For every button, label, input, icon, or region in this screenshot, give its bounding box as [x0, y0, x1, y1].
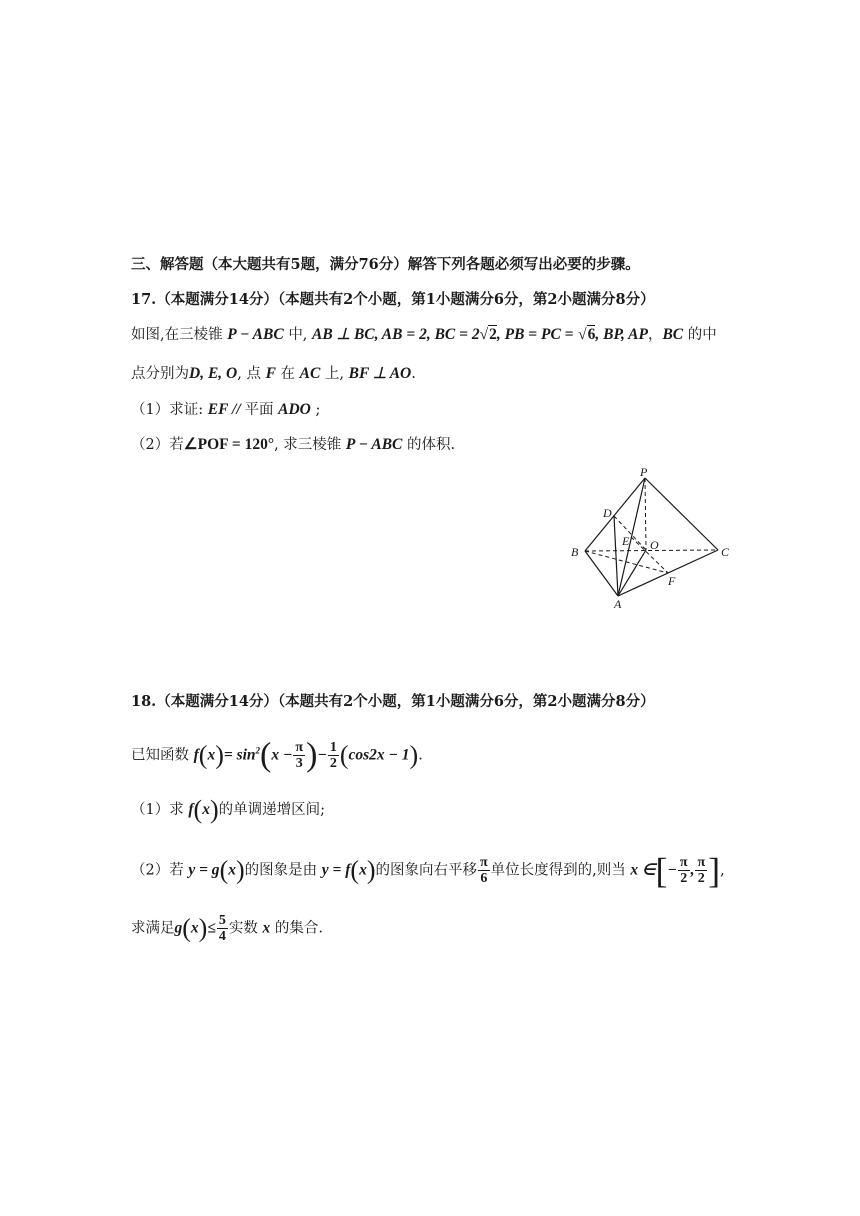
segment-da — [614, 516, 618, 596]
q18-text: 已知函数 — [131, 747, 189, 764]
q18-math: ≤ — [207, 919, 216, 937]
q17-math: , BP, AP — [595, 326, 648, 343]
q18-math: x ∈ — [630, 861, 656, 879]
q17-math: ∠POF = 120° — [183, 436, 275, 453]
paren: ( — [219, 855, 229, 885]
paren: ) — [306, 736, 318, 774]
q17-math: , PB = PC = — [496, 326, 574, 343]
q18-text: 单位长度得到的,则当 — [490, 862, 626, 879]
q18-math: y = g — [188, 861, 220, 879]
q17-text: , 点 — [237, 366, 261, 382]
q18-text: （1）求 — [131, 802, 184, 818]
q18-text: , — [720, 862, 725, 879]
q17-text: 中, — [288, 327, 308, 343]
segment-bf-hidden — [585, 551, 668, 573]
label-f: F — [668, 574, 676, 588]
q18-math: x — [207, 746, 216, 764]
paren: ) — [409, 740, 419, 770]
fraction-5-4: $\frac{5}{4}$ — [218, 913, 226, 944]
q18-math: y = f — [321, 861, 351, 879]
q18-math: x — [228, 861, 236, 879]
q18-math: − — [317, 746, 327, 764]
q18-text: （2）若 — [131, 862, 184, 879]
sqrt-symbol: √2 — [479, 326, 497, 343]
label-o: O — [650, 538, 659, 552]
q17-math: P − ABC — [227, 326, 284, 343]
q18-math: = sin — [223, 746, 256, 764]
label-e: E — [622, 534, 630, 548]
q18-text: 的图象是由 — [244, 862, 318, 879]
q18-math: x — [359, 861, 367, 879]
edge-ba — [585, 551, 618, 596]
q17-text: . — [411, 366, 416, 382]
fraction-pi-2: $\frac{\pi}{2}$ — [697, 855, 706, 886]
q17-stem-line1 — [131, 325, 717, 345]
q18-part2-line2 — [131, 913, 323, 944]
q18-text: 的单调递增区间; — [218, 802, 325, 818]
q17-text: （1）求证: — [131, 402, 204, 418]
paren: ) — [209, 795, 219, 824]
label-c: C — [721, 545, 730, 559]
paren: ( — [193, 795, 203, 824]
q18-math: f — [193, 746, 199, 764]
q17-text: 点分别为 — [131, 366, 189, 382]
q17-text: 的体积. — [407, 437, 456, 453]
label-p: P — [640, 465, 648, 479]
q18-math: g — [174, 919, 183, 937]
exponent: 2 — [255, 745, 261, 756]
pyramid-figure — [565, 462, 735, 612]
q17-math: BF ⊥ AO — [348, 365, 412, 382]
q18-part1 — [131, 795, 325, 824]
q17-text: 平面 — [244, 402, 274, 418]
q17-math: P − ABC — [345, 436, 403, 453]
q18-text: 实数 — [228, 920, 258, 937]
segment-po-hidden — [645, 478, 646, 550]
bracket: ] — [708, 850, 721, 891]
paren: ( — [339, 740, 349, 770]
q17-text: （2）若 — [131, 437, 184, 453]
q17-stem-line2 — [131, 364, 416, 384]
q18-math: cos2x − 1 — [348, 746, 410, 764]
paren: ) — [366, 855, 376, 885]
q18-stem — [131, 736, 423, 774]
q18-math: x — [190, 919, 199, 937]
paren: ) — [235, 855, 245, 885]
label-a: A — [614, 597, 622, 611]
q18-text: 的集合. — [274, 920, 323, 937]
q17-math: ADO — [278, 401, 311, 418]
paren: ( — [350, 855, 360, 885]
q18-math: − — [667, 861, 677, 879]
q18-math: x — [202, 801, 210, 818]
fraction-pi-2: $\frac{\pi}{2}$ — [679, 855, 688, 886]
fraction-1-2: $\frac{1}{2}$ — [329, 740, 337, 771]
fraction-pi-3: $\frac{\pi}{3}$ — [295, 740, 304, 771]
q17-text: 上, — [324, 366, 345, 382]
sqrt-symbol: √6 — [578, 326, 596, 343]
q17-text: 如图,在三棱锥 — [131, 327, 223, 343]
q18-math: x − — [271, 746, 293, 764]
q18-text: . — [418, 747, 423, 764]
q17-math: AB ⊥ BC, AB = 2, BC = 2 — [312, 326, 480, 343]
q17-header: 17.（本题满分14分）（本题共有2个小题，第1小题满分6分，第2小题满分8分） — [131, 291, 655, 308]
q18-part2 — [131, 850, 725, 891]
q18-math: f — [188, 801, 194, 818]
paren: ) — [215, 740, 224, 770]
q18-math: x — [262, 919, 271, 937]
q17-text: ， — [647, 327, 663, 343]
paren: ( — [198, 740, 208, 770]
q17-math: D, E, O — [189, 365, 238, 382]
q17-math: F — [265, 365, 276, 382]
q18-text: 求满足 — [131, 920, 175, 937]
bracket: [ — [655, 850, 668, 891]
section-heading: 三、解答题（本大题共有5题，满分76分）解答下列各题必须写出必要的步骤。 — [131, 256, 640, 273]
q17-text: , 求三棱锥 — [274, 437, 342, 453]
paren: ( — [182, 913, 191, 943]
paren: ) — [198, 913, 208, 943]
q17-part2 — [131, 435, 455, 455]
fraction-pi-6: $\frac{\pi}{6}$ — [479, 855, 488, 886]
q17-text: ; — [315, 402, 321, 418]
q18-header: 18.（本题满分14分）（本题共有2个小题，第1小题满分6分，第2小题满分8分） — [131, 693, 655, 710]
q17-math: AC — [299, 365, 321, 382]
q17-math: BC — [662, 326, 684, 343]
label-d: D — [603, 506, 612, 520]
label-b: B — [571, 545, 579, 559]
q17-text: 的中 — [687, 327, 717, 343]
q17-part1 — [131, 400, 320, 420]
q17-math: EF // — [207, 401, 245, 418]
q17-text: 在 — [280, 366, 296, 382]
q18-math: , — [690, 861, 695, 879]
q18-text: 的图象向右平移 — [375, 862, 477, 879]
paren: ( — [260, 736, 272, 774]
